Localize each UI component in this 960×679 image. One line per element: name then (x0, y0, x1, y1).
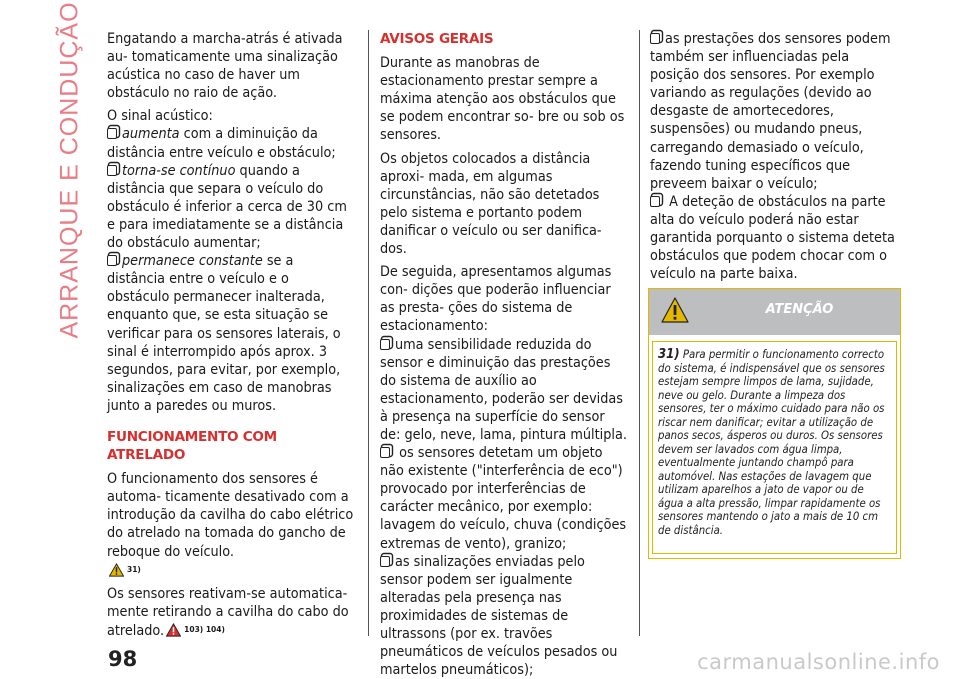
list-item (380, 553, 629, 679)
checkbox-bullet-icon (650, 196, 660, 207)
warning-box-body (652, 341, 897, 554)
paragraph: De seguida, apresentamos algumas con- dições que poderão influenciar as presta- ções do sistema de estacionamento: (380, 264, 612, 335)
checkbox-bullet-icon (650, 33, 660, 44)
warning-text (653, 342, 896, 537)
list-item (380, 336, 629, 445)
list-item (107, 252, 355, 415)
paragraph (107, 470, 355, 580)
column-1 (107, 30, 355, 645)
list-item (107, 125, 355, 161)
note-reference[interactable]: 103) 104) (184, 624, 225, 634)
list-item-text: com a diminuição da distância entre veículo e obstáculo; (107, 126, 336, 161)
checkbox-bullet-icon (380, 556, 390, 567)
list-item (650, 193, 901, 283)
list-item-text: se a distância entre o veículo e o obstáculo permanecer inalterada, enquanto que, se esta situação se verificar para os sensores laterais, o sinal é interrompido após aprox. 3 segundos, para evitar, por exemplo, sinalizações em caso de manobras junto a paredes ou muros. (107, 253, 341, 414)
list-item-text: quando a distância que separa o veículo do obstáculo é inferior a cerca de 30 cm e para imediatamente se a distância do obstáculo aumentar; (107, 162, 347, 252)
list-item-text: uma sensibilidade reduzida do sensor e diminuição das prestações do sistema de auxílio ao estacionamento, poderão ser devidas à presença na superfície do sensor de: gelo, neve, lama, pintura múltipla. (380, 336, 627, 443)
checkbox-bullet-icon (107, 128, 117, 139)
section-heading: AVISOS GERAIS (380, 31, 494, 47)
list-item (650, 30, 901, 193)
paragraph (107, 585, 355, 640)
checkbox-bullet-icon (380, 447, 390, 458)
column-2 (380, 30, 629, 679)
emphasis: permanece constante (122, 253, 263, 270)
warning-box (648, 288, 901, 559)
emphasis: aumenta (122, 126, 180, 143)
warning-text-body: Para permitir o funcionamento correcto do sistema, é indispensável que os sensores estejam sempre limpos de lama, sujidade, neve ou gelo. Durante a limpeza dos sensores, ter o máximo cuidado para não os riscar nem danificar; evitar a utilização de panos secos, ásperos ou duros. Os sensores devem ser lavados com água limpa, eventualmente juntando champô para automóvel. Nas estações de lavagem que utilizam aparelhos a jato de vapor ou de água a alta pressão, limpar rapidamente os sensores mantendo o jato a mais de 10 cm de distância. (658, 348, 885, 537)
paragraph: Durante as manobras de estacionamento prestar sempre a máxima atenção aos obstáculos que se podem encontrar so- bre ou sob os sensores. (380, 55, 625, 144)
note-reference[interactable]: 31) (127, 564, 141, 574)
watermark: carmanualsonline.info (697, 650, 940, 674)
chapter-side-tab (50, 1, 90, 339)
list-item (107, 162, 355, 252)
paragraph: Os objetos colocados a distância aproxi- mada, em algumas circunstâncias, não são detetados pelo sistema e portanto podem danificar o veículo ou ser danifica- dos. (380, 150, 602, 258)
section-heading: FUNCIONAMENTO COM ATRELADO (107, 428, 277, 464)
list-item (380, 444, 629, 553)
checkbox-bullet-icon (107, 165, 117, 176)
list-item-text: as prestações dos sensores podem também ser influenciadas pela posição dos sensores. Por exemplo variando as regulações (devido ao desgaste de amortecedores, suspensões) ou mudando pneus, carregando demasiado o veículo, fazendo tuning específicos que preveem baixar o veículo; (650, 31, 891, 192)
checkbox-bullet-icon (380, 339, 390, 350)
list-item-text: A deteção de obstáculos na parte alta do veículo poderá não estar garantida porquanto o sistema deteta obstáculos que podem chocar com o veículo na parte baixa. (650, 193, 895, 283)
column-divider (368, 30, 369, 636)
paragraph: O sinal acústico: (107, 108, 213, 125)
note-number: 31) (658, 347, 680, 362)
warning-triangle-icon (109, 563, 124, 577)
column-3 (650, 30, 901, 283)
chapter-title: ARRANQUE E CONDUÇÃO (55, 1, 84, 339)
emphasis: torna-se contínuo (122, 162, 236, 179)
warning-triangle-icon (166, 623, 181, 637)
paragraph-text: O funcionamento dos sensores é automa- ticamente desativado com a introdução da cavilha do cabo elétrico do atrelado na tomada do gancho de reboque do veículo. (107, 471, 354, 560)
list-item-text: as sinalizações enviadas pelo sensor podem ser igualmente alteradas pela presença nas proximidades de sistemas de ultrassons (por ex. travões pneumáticos de veículos pesados ou martelos pneumáticos); (380, 553, 618, 679)
paragraph: Engatando a marcha-atrás é ativada au- tomaticamente uma sinalização acústica no caso de haver um obstáculo no raio de ação. (107, 31, 343, 102)
list-item-text: os sensores detetam um objeto não existente ("interferência de eco") provocado por interferências de carácter mecânico, por exemplo: lavagem do veículo, chuva (condições extremas de vento), granizo; (380, 445, 627, 552)
checkbox-bullet-icon (107, 255, 117, 266)
warning-box-title: ATENÇÃO (765, 302, 834, 317)
warning-box-header (649, 289, 900, 335)
paragraph-text: Os sensores reativam-se automatica- mente retirando a cavilha do cabo do atrelado. (107, 585, 349, 639)
column-divider (639, 30, 640, 636)
page-number: 98 (108, 647, 138, 671)
